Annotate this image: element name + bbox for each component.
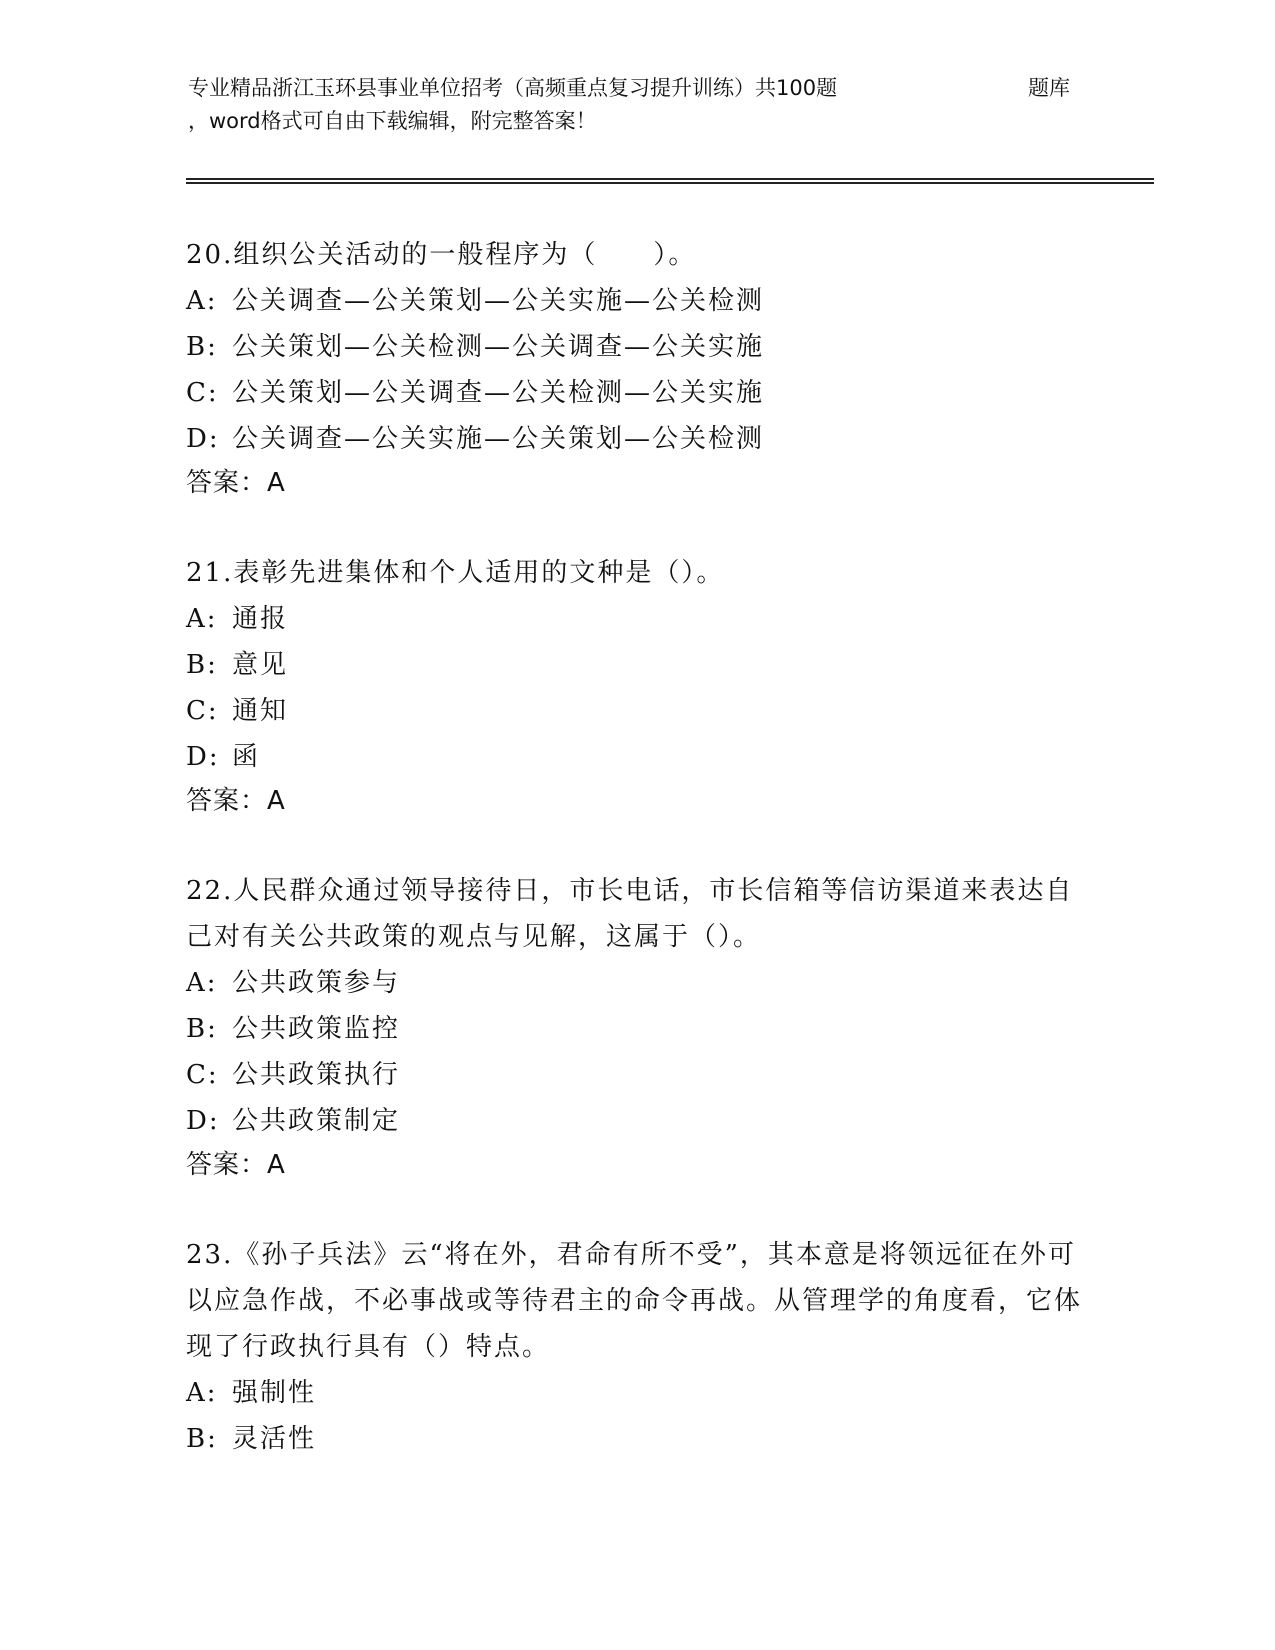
option-text: 强制性 — [232, 1378, 317, 1408]
option-text: 公共政策执行 — [232, 1060, 401, 1090]
option-text: 意见 — [232, 650, 289, 680]
option-d — [186, 1098, 1086, 1144]
question-list — [186, 232, 1086, 1508]
answer: 答案：A — [186, 1150, 286, 1180]
question-22 — [186, 868, 1086, 1186]
option-a — [186, 596, 1086, 642]
option-label: B: — [186, 1014, 218, 1044]
question-20 — [186, 232, 1086, 504]
option-label: D: — [186, 1106, 220, 1136]
question-text: 23.《孙子兵法》云“将在外，君命有所不受”，其本意是将领远征在外可以应急作战，不必事战或等待君主的命令再战。从管理学的角度看，它体现了行政执行具有（）特点。 — [186, 1240, 1083, 1362]
option-label: B: — [186, 650, 218, 680]
option-text: 公关调查—公关实施—公关策划—公关检测 — [232, 424, 765, 454]
option-a — [186, 278, 1086, 324]
answer: 答案：A — [186, 786, 286, 816]
option-text: 通知 — [232, 696, 289, 726]
question-21 — [186, 550, 1086, 822]
option-b — [186, 324, 1086, 370]
answer: 答案：A — [186, 468, 286, 498]
document-tag: 题库 — [1028, 76, 1070, 100]
document-subtitle: ，word格式可自由下载编辑，附完整答案！ — [188, 109, 597, 133]
option-a — [186, 1370, 1086, 1416]
document-header — [188, 72, 1148, 138]
option-b — [186, 1006, 1086, 1052]
option-text: 公共政策参与 — [232, 968, 401, 998]
option-label: A: — [186, 604, 218, 634]
option-d — [186, 734, 1086, 780]
option-label: C: — [186, 696, 219, 726]
option-b — [186, 642, 1086, 688]
option-c — [186, 688, 1086, 734]
option-label: D: — [186, 742, 220, 772]
option-label: B: — [186, 332, 218, 362]
question-23 — [186, 1232, 1086, 1462]
option-text: 灵活性 — [232, 1424, 317, 1454]
question-text: 22.人民群众通过领导接待日，市长电话，市长信箱等信访渠道来表达自己对有关公共政策的观点与见解，这属于（）。 — [186, 876, 1074, 952]
option-text: 通报 — [232, 604, 289, 634]
option-c — [186, 370, 1086, 416]
option-label: A: — [186, 968, 218, 998]
option-label: C: — [186, 378, 219, 408]
option-label: A: — [186, 286, 218, 316]
option-a — [186, 960, 1086, 1006]
option-text: 公关策划—公关检测—公关调查—公关实施 — [232, 332, 765, 362]
option-label: D: — [186, 424, 220, 454]
document-title: 专业精品浙江玉环县事业单位招考（高频重点复习提升训练）共100题 — [188, 76, 838, 100]
option-text: 公关调查—公关策划—公关实施—公关检测 — [232, 286, 765, 316]
option-text: 公关策划—公关调查—公关检测—公关实施 — [232, 378, 765, 408]
option-text: 函 — [232, 742, 261, 772]
option-label: B: — [186, 1424, 218, 1454]
question-text: 20.组织公关活动的一般程序为（ ）。 — [186, 240, 697, 270]
option-b — [186, 1416, 1086, 1462]
option-label: A: — [186, 1378, 218, 1408]
header-divider — [186, 178, 1154, 184]
question-text: 21.表彰先进集体和个人适用的文种是（）。 — [186, 558, 725, 588]
option-label: C: — [186, 1060, 219, 1090]
option-d — [186, 416, 1086, 462]
header-line — [188, 72, 1148, 105]
option-text: 公共政策监控 — [232, 1014, 401, 1044]
option-c — [186, 1052, 1086, 1098]
option-text: 公共政策制定 — [232, 1106, 401, 1136]
